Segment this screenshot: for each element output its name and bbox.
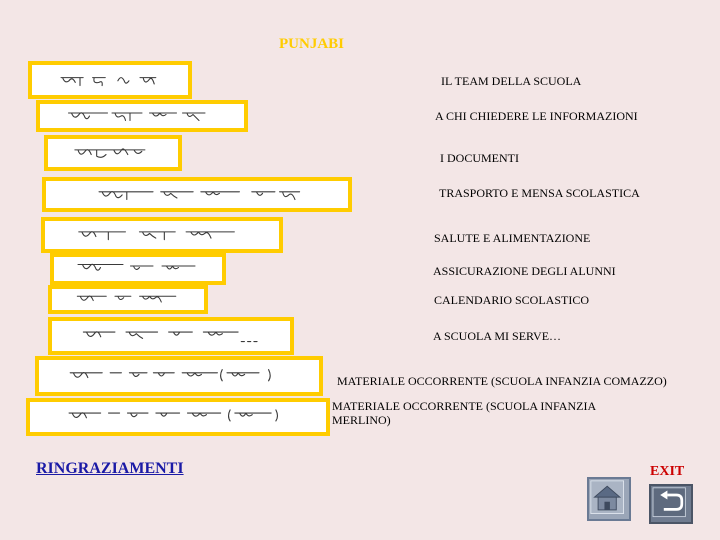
home-button[interactable] [587,477,631,521]
handwritten-health[interactable] [41,217,283,253]
handwritten-insurance[interactable] [50,253,226,285]
menu-link-calendar[interactable]: CALENDARIO SCOLASTICO [434,293,590,307]
handwriting-image [52,321,290,351]
handwriting-image [48,139,178,167]
handwritten-needs[interactable] [48,317,294,355]
menu-link-transport[interactable]: TRASPORTO E MENSA SCOLASTICA [439,186,640,200]
menu-link-comazzo[interactable]: MATERIALE OCCORRENTE (SCUOLA INFANZIA COMAZZO) [337,374,667,388]
page-title: PUNJABI [279,36,345,52]
handwritten-team[interactable] [28,61,192,99]
handwriting-image [32,65,188,95]
back-button[interactable] [649,484,693,524]
menu-link-docs[interactable]: I DOCUMENTI [440,151,519,165]
handwriting-image [39,360,319,392]
menu-link-needs[interactable]: A SCUOLA MI SERVE… [433,329,562,343]
thanks-link[interactable]: RINGRAZIAMENTI [36,460,184,477]
handwriting-image [54,257,222,281]
back-arrow-icon [651,486,691,522]
menu-link-team[interactable]: IL TEAM DELLA SCUOLA [441,74,582,88]
handwriting-image [45,221,279,249]
handwritten-docs[interactable] [44,135,182,171]
handwritten-info[interactable] [36,100,248,132]
exit-label: EXIT [650,464,685,479]
handwritten-comazzo[interactable] [35,356,323,396]
handwriting-image [40,104,244,128]
menu-link-insurance[interactable]: ASSICURAZIONE DEGLI ALUNNI [433,264,616,278]
menu-link-info[interactable]: A CHI CHIEDERE LE INFORMAZIONI [435,109,638,123]
menu-link-health[interactable]: SALUTE E ALIMENTAZIONE [434,231,591,245]
handwriting-image [52,289,204,310]
handwritten-merlino[interactable] [26,398,330,436]
handwriting-image [30,402,326,432]
menu-link-merlino[interactable]: MATERIALE OCCORRENTE (SCUOLA INFANZIA MERLINO) [332,399,596,427]
handwritten-calendar[interactable] [48,285,208,314]
handwriting-image [46,181,348,208]
home-icon [589,479,629,519]
handwritten-transport[interactable] [42,177,352,212]
